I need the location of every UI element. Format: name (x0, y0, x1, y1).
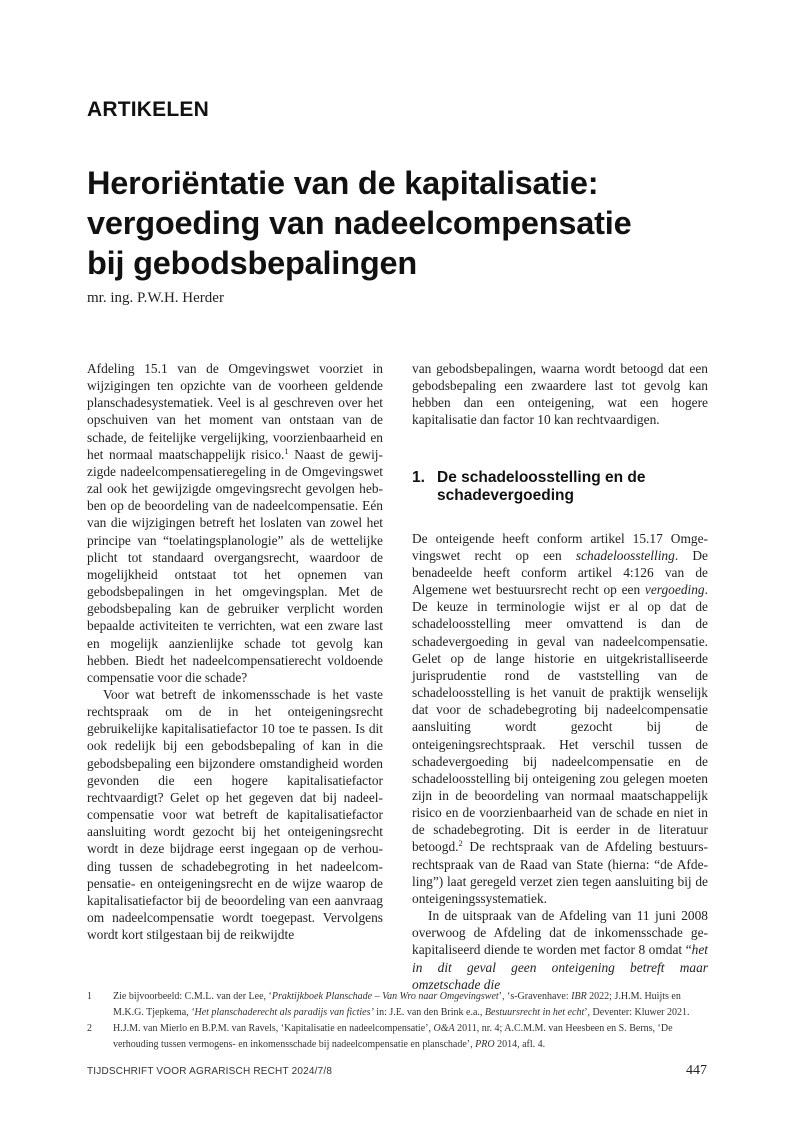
title-line-2: vergoeding van nadeelcompensatie (87, 205, 632, 241)
footnote-text: Zie bijvoorbeeld: C.M.L. van der Lee, ‘Praktijkboek Planschade – Van Wro naar Omgevingswet’, ‘s-Gravenhave: IBR 2022; J.H.M. Huijts en M.K.G. Tjepkema, ‘Het planschaderecht als paradijs van ficties’ in: J.E. van den Brink e.a., Bestuursrecht in het echt’, Deventer: Kluwer 2021. (113, 991, 690, 1018)
paragraph: Voor wat betreft de inkomensschade is het vaste rechtspraak om de in het onteigeningsrecht gebruikelijke kapitalisatiefactor 10 toe te passen. Is dit ook redelijk bij een gebodsbepaling of kan in die gebodsbepaling een bijzondere omstandigheid worden gevonden die een hogere kapitalisatiefactor rechtvaardigt? Gelet op het gegeven dat bij nadeelcompensatie voor wat betreft de kapitalisatiefactor aansluiting wordt gezocht bij het onteigeningsrecht wordt in deze bijdrage eerst ingegaan op de verhouding tussen de schadebegroting in het nadeelcompensatie- en onteigeningsrecht en de wijze waarop de kapitalisatiefactor bij de beoordeling van een aanvraag om nadeelcompensatie wordt toegepast. Vervolgens wordt kort stilgestaan bij de reikwijdte (87, 686, 383, 943)
paragraph-text: Naast de gewijzigde nadeelcompensatieregeling in de Omgevingswet zal ook het gewijzigde omgevingsrecht gevolgen hebben op de beoordeling van de nadeelcompensatie. Eén van die wijzigingen betreft het loslaten van zowel het principe van “toelatingsplanologie” als de wettelijke plicht tot standaard overgangsrecht, waardoor de mogelijkheid ontstaat tot het opnemen van gebodsbepalingen in het omgevingsplan. Met de gebodsbepaling kan de gebruiker verplicht worden bepaalde activiteiten te verrichten, wat een zware last en mogelijk aanzienlijke schade tot gevolg kan hebben. Biedt het nadeelcompensatierecht voldoende compensatie voor die schade? (87, 446, 383, 685)
title-line-1: Heroriëntatie van de kapitalisatie: (87, 165, 599, 201)
footnote-number: 2 (87, 1023, 92, 1034)
footnote-ref-1[interactable]: 1 (284, 445, 289, 456)
paragraph (87, 360, 383, 686)
quotation: het in dit geval geen onteigening betreft maar omzetschade die (412, 942, 708, 992)
paragraph-text: . De keuze in terminologie wijst er al op dat de schadeloosstelling meer omvattend is dan de schadevergoeding in geval van nadeelcompensatie. Gelet op de lange historie en uitgekristalliseerde jurisprudentie rond de vaststelling van de schadeloosstelling is het vanuit de praktijk wenselijk dat voor de schadebegroting bij nadeelcompensatie aansluiting wordt gezocht bij de onteigeningsrechtspraak. Het verschil tussen de schadevergoeding bij nadeelcompensatie en de schadeloosstelling bij onteigening zou gelegen moeten zijn in de beoordeling van normaal maatschappelijk risico en de voorzienbaarheid van de schade en niet in de schadebegroting. Dit is eerder in de literatuur betoogd. (412, 582, 708, 855)
paragraph-text: In de uitspraak van de Afdeling van 11 juni 2008 overwoog de Afdeling dat de inkomensschade gekapitaliseerd diende te worden met factor 8 omdat “ (412, 908, 708, 958)
section-heading-text: De schadeloosstelling en de schadevergoeding (437, 468, 646, 504)
paragraph-text: De rechtspraak van de Afdeling bestuursrechtspraak van de Raad van State (hierna: “de Afdeling”) laat geregeld verzet zien tegen aansluiting bij de onteigeningssystematiek. (412, 839, 708, 906)
emphasis: schadeloosstelling (575, 547, 675, 563)
page-number: 447 (686, 1063, 707, 1078)
footnote-2 (87, 1021, 709, 1053)
title-line-3: bij gebodsbepalingen (87, 245, 418, 281)
body-column-right (412, 360, 708, 993)
journal-footer: TIJDSCHRIFT VOOR AGRARISCH RECHT 2024/7/8 (87, 1066, 333, 1077)
footnotes (87, 989, 709, 1053)
footnote-ref-2[interactable]: 2 (458, 838, 463, 849)
paragraph-text: Afdeling 15.1 van de Omgevingswet voorziet in wijzigingen ten opzichte van de voorheen geldende planschadesystematiek. Veel is al geschreven over het opschuiven van het moment van ontstaan van de schade, de feitelijke vergelijking, voorzienbaarheid en het normaal maatschappelijk risico. (87, 361, 383, 462)
paragraph (412, 907, 708, 993)
section-heading (412, 469, 708, 505)
footnote-number: 1 (87, 991, 92, 1002)
paragraph-text: . De benadeelde heeft conform artikel 4:126 van de Algemene wet bestuursrecht recht op een (412, 547, 708, 598)
article-title (87, 163, 707, 283)
section-number: 1. (412, 468, 425, 486)
emphasis: vergoeding (644, 582, 705, 598)
paragraph (412, 530, 708, 907)
section-label: ARTIKELEN (87, 98, 209, 121)
paragraph-text: De onteigende heeft conform artikel 15.17 Omgevingswet recht op een (412, 530, 708, 563)
footnote-text: H.J.M. van Mierlo en B.P.M. van Ravels, ‘Kapitalisatie en nadeelcompensatie’, O&A 2011, nr. 4; A.C.M.M. van Heesbeen en S. Berns, ‘De verhouding tussen vermogens- en inkomensschade bij nadeelcompensatie en planschade’, PRO 2014, afl. 4. (113, 1023, 673, 1050)
paragraph: van gebodsbepalingen, waarna wordt betoogd dat een gebodsbepaling een zwaardere last tot gevolg kan hebben dan een onteigening, wat een hogere kapitalisatie dan factor 10 kan rechtvaardigen. (412, 361, 708, 428)
footnote-1 (87, 989, 709, 1021)
body-column-left (87, 360, 383, 943)
author-byline: mr. ing. P.W.H. Herder (87, 290, 224, 306)
